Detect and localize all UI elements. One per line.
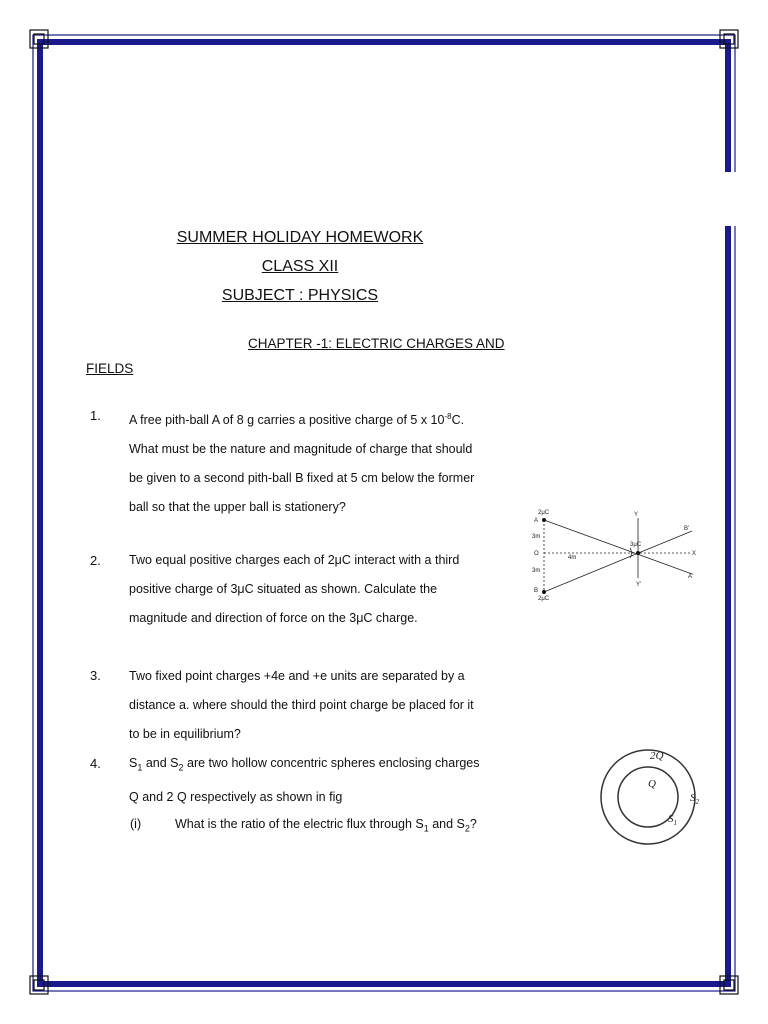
point-o-label: O [534, 551, 539, 557]
question-2: Two equal positive charges each of 2μC interact with a third positive charge of 3μC situated as shown. Calculate the magnitude and direction of force on the 3μC charge. [129, 553, 460, 625]
sub-question-text: What is the ratio of the electric flux through $S_1$ and $S_2$? [175, 817, 477, 834]
inner-charge-label: Q [648, 778, 656, 790]
point-a-label: A [534, 518, 539, 524]
dist-bottom-label: 3m [532, 568, 541, 574]
point-b-label: B [534, 588, 539, 594]
s2-label: S [690, 792, 696, 804]
concentric-spheres-figure [591, 737, 711, 857]
outer-charge-label: 2Q [650, 750, 664, 762]
question-number: 3. [90, 668, 101, 683]
chapter-heading-cont: FIELDS [86, 361, 134, 376]
doc-title: SUMMER HOLIDAY HOMEWORK [176, 229, 424, 246]
class-label: CLASS XII [261, 258, 339, 275]
line-a-aprime [544, 520, 692, 574]
point-bprime-label: B' [684, 526, 690, 532]
charge-center-dot [636, 551, 640, 555]
charge-a-dot [542, 518, 546, 522]
charge-b-dot [542, 590, 546, 594]
outer-sphere [601, 750, 695, 844]
question-number: 1. [90, 408, 101, 423]
charge-center-label: 3μC [630, 542, 642, 548]
chapter-heading: CHAPTER -1: ELECTRIC CHARGES AND [248, 336, 505, 351]
question-1: A free pith-ball A of 8 g carries a positive charge of 5 x $10^{-8}C$. What must be the nature and magnitude of charge that should be given to a second pith-ball B fixed at 5 cm below the former ball so that the upper ball is stationery? [129, 412, 475, 515]
axis-y-label: Y [634, 512, 639, 518]
charges-figure [520, 508, 710, 603]
charge-a-label: 2μC [538, 510, 550, 516]
question-3: Two fixed point charges +4e and +e units are separated by a distance a. where should the third point charge be placed for it to be in equilibrium? [129, 669, 474, 741]
point-aprime-label: A' [688, 574, 694, 580]
question-number: 2. [90, 553, 101, 568]
question-4: $S_1$ and $S_2$ are two hollow concentric spheres enclosing charges Q and 2 Q respectively as shown in fig [129, 756, 480, 804]
question-number: 4. [90, 756, 101, 771]
sub-question-label: (i) [130, 817, 142, 831]
line-b-bprime [544, 531, 692, 592]
axis-x-label: X [692, 551, 697, 557]
dist-horiz-label: 4m [568, 555, 577, 561]
axis-y2-label: Y' [636, 582, 642, 588]
subject-label: SUBJECT : PHYSICS [221, 287, 379, 304]
charge-b-label: 2μC [538, 596, 550, 602]
svg-text:S1: $S_1$ [668, 813, 677, 827]
s1-label: S [668, 813, 674, 825]
svg-text:S2: $S_2$ [690, 792, 699, 806]
dist-top-label: 3m [532, 534, 541, 540]
